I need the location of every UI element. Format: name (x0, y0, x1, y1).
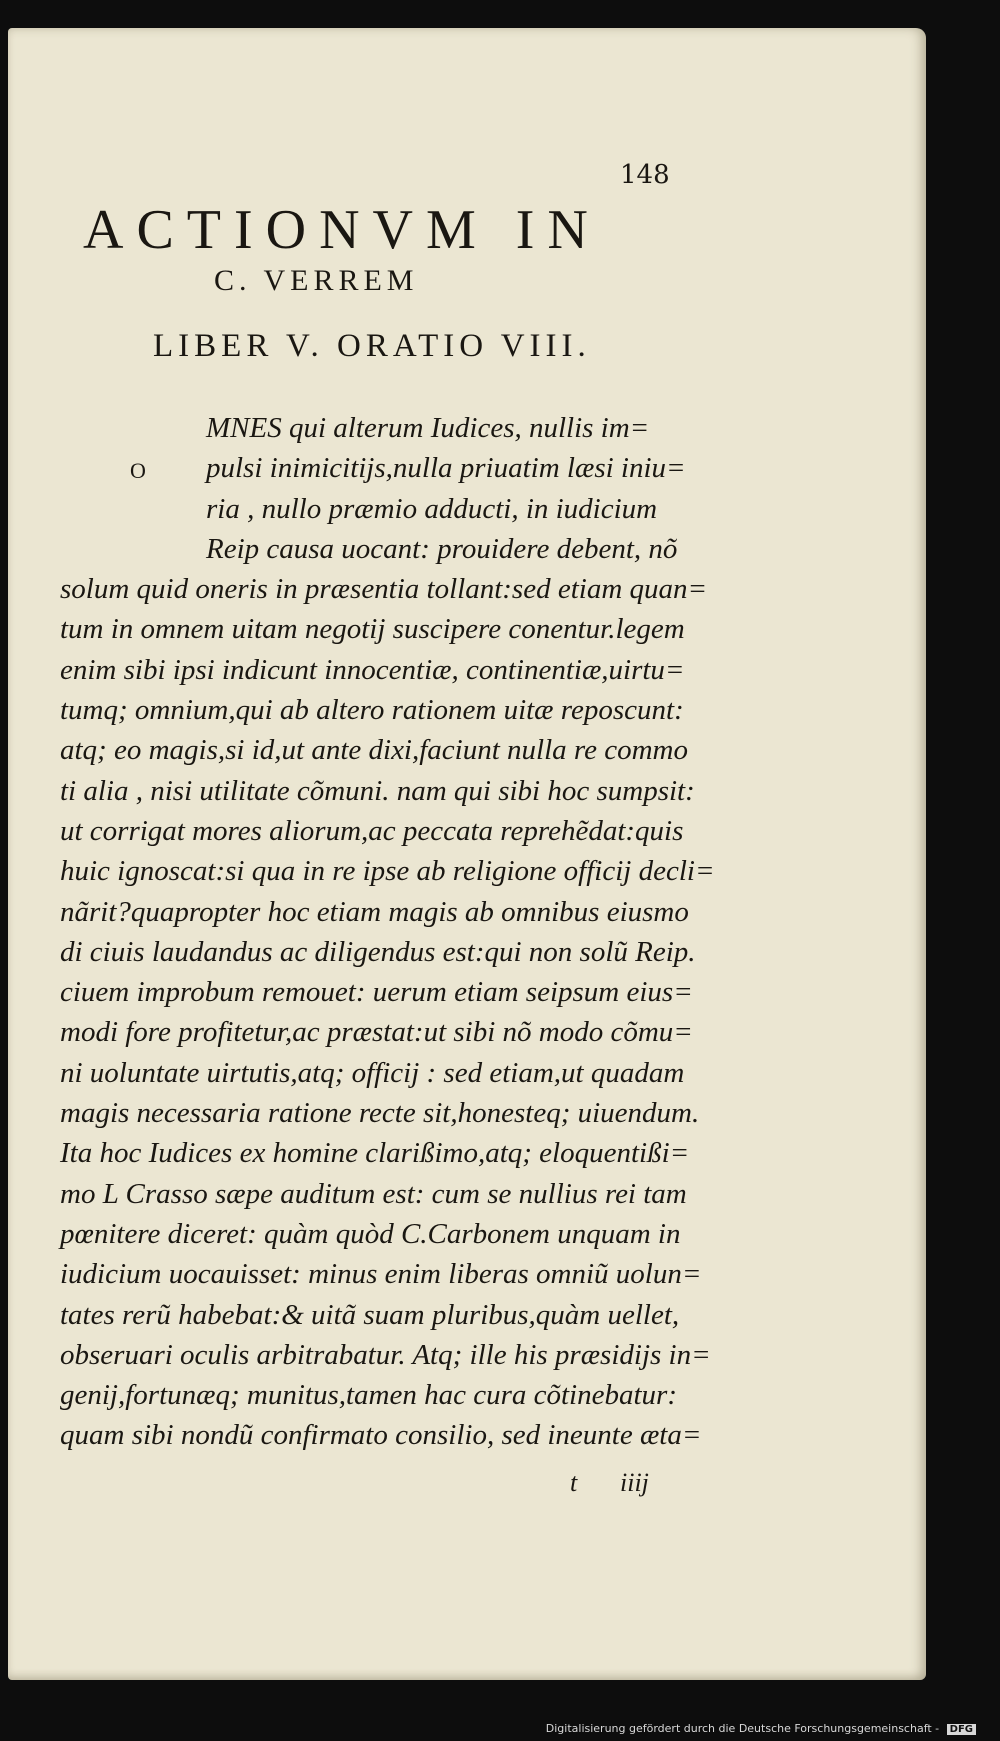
body-line: huic ignoscat:si qua in re ipse ab religione officij decli= (60, 855, 715, 888)
body-line: tumq; omnium,qui ab altero rationem uitæ reposcunt: (60, 694, 684, 727)
body-line: tum in omnem uitam negotij suscipere conentur.legem (60, 613, 685, 646)
drop-initial: O (130, 458, 146, 483)
signature-number: iiij (620, 1468, 649, 1497)
body-line: enim sibi ipsi indicunt innocentiæ, continentiæ,uirtu= (60, 653, 685, 686)
body-line: MNES qui alterum Iudices, nullis im= (206, 412, 650, 444)
dfg-logo: DFG (947, 1724, 976, 1735)
digitization-credit (546, 1722, 976, 1735)
body-line: nãrit?quapropter hoc etiam magis ab omnibus eiusmo (60, 895, 689, 928)
body-line: ciuem improbum remouet: uerum etiam seipsum eius= (60, 976, 693, 1009)
body-line: magis necessaria ratione recte sit,honesteq; uiuendum. (60, 1097, 700, 1130)
body-line: atq; eo magis,si id,ut ante dixi,faciunt nulla re commo (60, 734, 688, 767)
body-line: solum quid oneris in præsentia tollant:sed etiam quan= (60, 573, 708, 606)
body-line: pulsi inimicitijs,nulla priuatim læsi iniu= (206, 452, 686, 485)
body-line: pœnitere diceret: quàm quòd C.Carbonem unquam in (60, 1217, 681, 1250)
body-line: genij,fortunæq; munitus,tamen hac cura cõtinebatur: (60, 1379, 677, 1412)
body-line: mo L Crasso sæpe auditum est: cum se nullius rei tam (60, 1177, 687, 1210)
body-line: modi fore profitetur,ac præstat:ut sibi nõ modo cõmu= (60, 1016, 693, 1049)
page-number: 148 (620, 160, 670, 190)
credit-text: Digitalisierung gefördert durch die Deutsche Forschungsgemeinschaft - (545, 1722, 940, 1735)
body-line: ti alia , nisi utilitate cõmuni. nam qui sibi hoc sumpsit: (60, 774, 695, 807)
body-line: tates rerũ habebat:& uitã suam pluribus,quàm uellet, (60, 1298, 680, 1331)
body-line: iudicium uocauisset: minus enim liberas omniũ uolun= (60, 1258, 702, 1291)
title-verrem: C. VERREM (214, 264, 419, 297)
title-actionum: ACTIONVM IN (83, 199, 601, 261)
body-line: ni uoluntate uirtutis,atq; officij : sed etiam,ut quadam (60, 1056, 685, 1089)
body-line: di ciuis laudandus ac diligendus est:qui non solũ Reip. (60, 935, 696, 968)
book-page (8, 28, 926, 1680)
title-liber-oratio: LIBER V. ORATIO VIII. (153, 328, 591, 364)
body-line: Ita hoc Iudices ex homine clarißimo,atq; eloquentißi= (60, 1137, 690, 1170)
body-line: obseruari oculis arbitrabatur. Atq; ille his præsidijs in= (60, 1338, 711, 1371)
body-line: ria , nullo præmio adducti, in iudicium (206, 492, 658, 525)
body-line: quam sibi nondũ confirmato consilio, sed ineunte æta= (60, 1419, 702, 1452)
signature-letter: t (570, 1468, 578, 1497)
body-line: Reip causa uocant: prouidere debent, nõ (206, 532, 678, 565)
body-line: ut corrigat mores aliorum,ac peccata reprehẽdat:quis (60, 814, 684, 847)
body-text (60, 408, 720, 1456)
